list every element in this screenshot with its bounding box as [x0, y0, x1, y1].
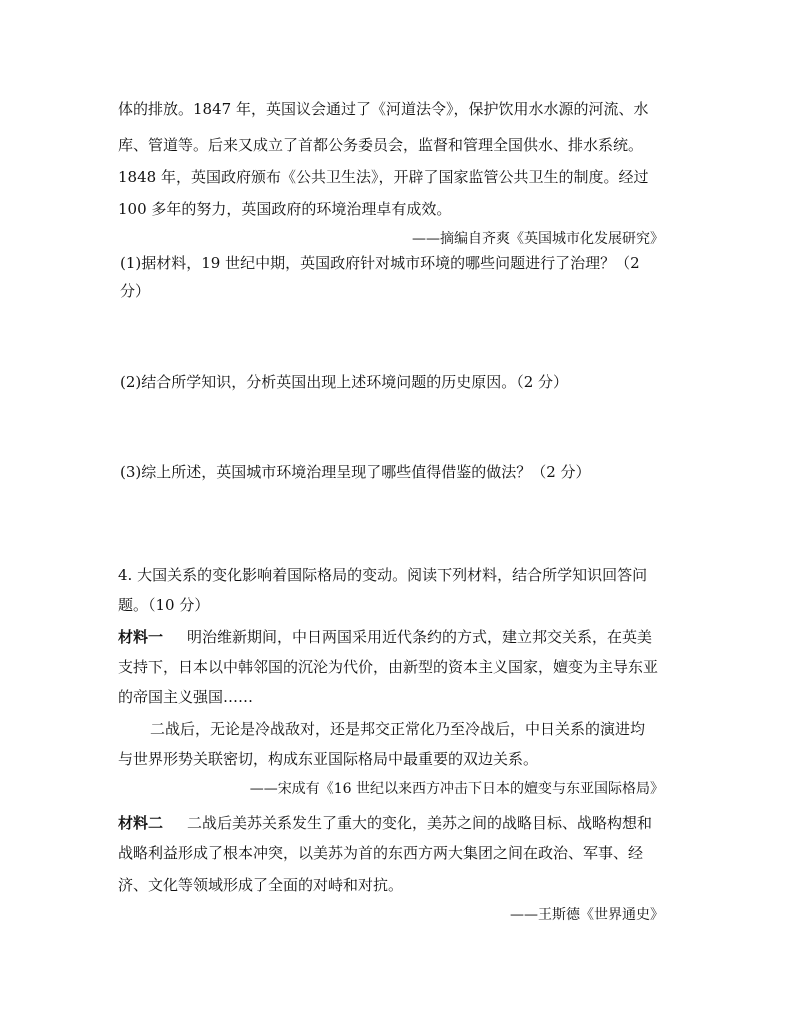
passage1-source: ——摘编自齐爽《英国城市化发展研究》 [412, 231, 664, 247]
material-2-line: 济、文化等领域形成了全面的对峙和对抗。 [118, 876, 404, 894]
material-1-label: 材料一 [118, 628, 164, 646]
material-2-line [118, 812, 652, 834]
material-1-text: 明治维新期间，中日两国采用近代条约的方式，建立邦交关系，在英美 [187, 628, 653, 646]
material-1-line: 与世界形势关联密切，构成东亚国际格局中最重要的双边关系。 [118, 750, 539, 768]
material-1-line: 支持下，日本以中韩邻国的沉沦为代价，由新型的资本主义国家，嬗变为主导东亚 [118, 658, 659, 676]
question-1: (1)据材料，19 世纪中期，英国政府针对城市环境的哪些问题进行了治理？（2 [120, 254, 640, 272]
passage1-line: 体的排放。1847 年，英国议会通过了《河道法令》，保护饮用水水源的河流、水 [118, 100, 649, 118]
material-1-line [118, 626, 652, 648]
material-2-label: 材料二 [118, 814, 164, 832]
question-4-line: 题。（10 分） [118, 596, 210, 614]
question-2: (2)结合所学知识，分析英国出现上述环境问题的历史原因。（2 分） [120, 373, 569, 391]
material-1-line: 二战后，无论是冷战敌对，还是邦交正常化乃至冷战后，中日关系的演进均 [150, 720, 646, 738]
question-3: (3)综上所述，英国城市环境治理呈现了哪些值得借鉴的做法？（2 分） [120, 463, 591, 481]
passage1-line: 1848 年，英国政府颁布《公共卫生法》，开辟了国家监管公共卫生的制度。经过 [118, 168, 649, 186]
material-2-line: 战略利益形成了根本冲突，以美苏为首的东西方两大集团之间在政治、军事、经 [118, 844, 644, 862]
material-1-source: ——宋成有《16 世纪以来西方冲击下日本的嬗变与东亚国际格局》 [249, 781, 664, 797]
passage1-line: 库、管道等。后来又成立了首都公务委员会，监督和管理全国供水、排水系统。 [118, 136, 644, 154]
material-2-source: ——王斯德《世界通史》 [510, 907, 664, 923]
passage1-line: 100 多年的努力，英国政府的环境治理卓有成效。 [118, 200, 452, 218]
material-2-text: 二战后美苏关系发生了重大的变化，美苏之间的战略目标、战略构想和 [187, 814, 653, 832]
material-1-line: 的帝国主义强国…… [118, 688, 254, 706]
question-1-cont: 分） [120, 282, 151, 300]
question-4-line: 4. 大国关系的变化影响着国际格局的变动。阅读下列材料，结合所学知识回答问 [118, 566, 648, 584]
